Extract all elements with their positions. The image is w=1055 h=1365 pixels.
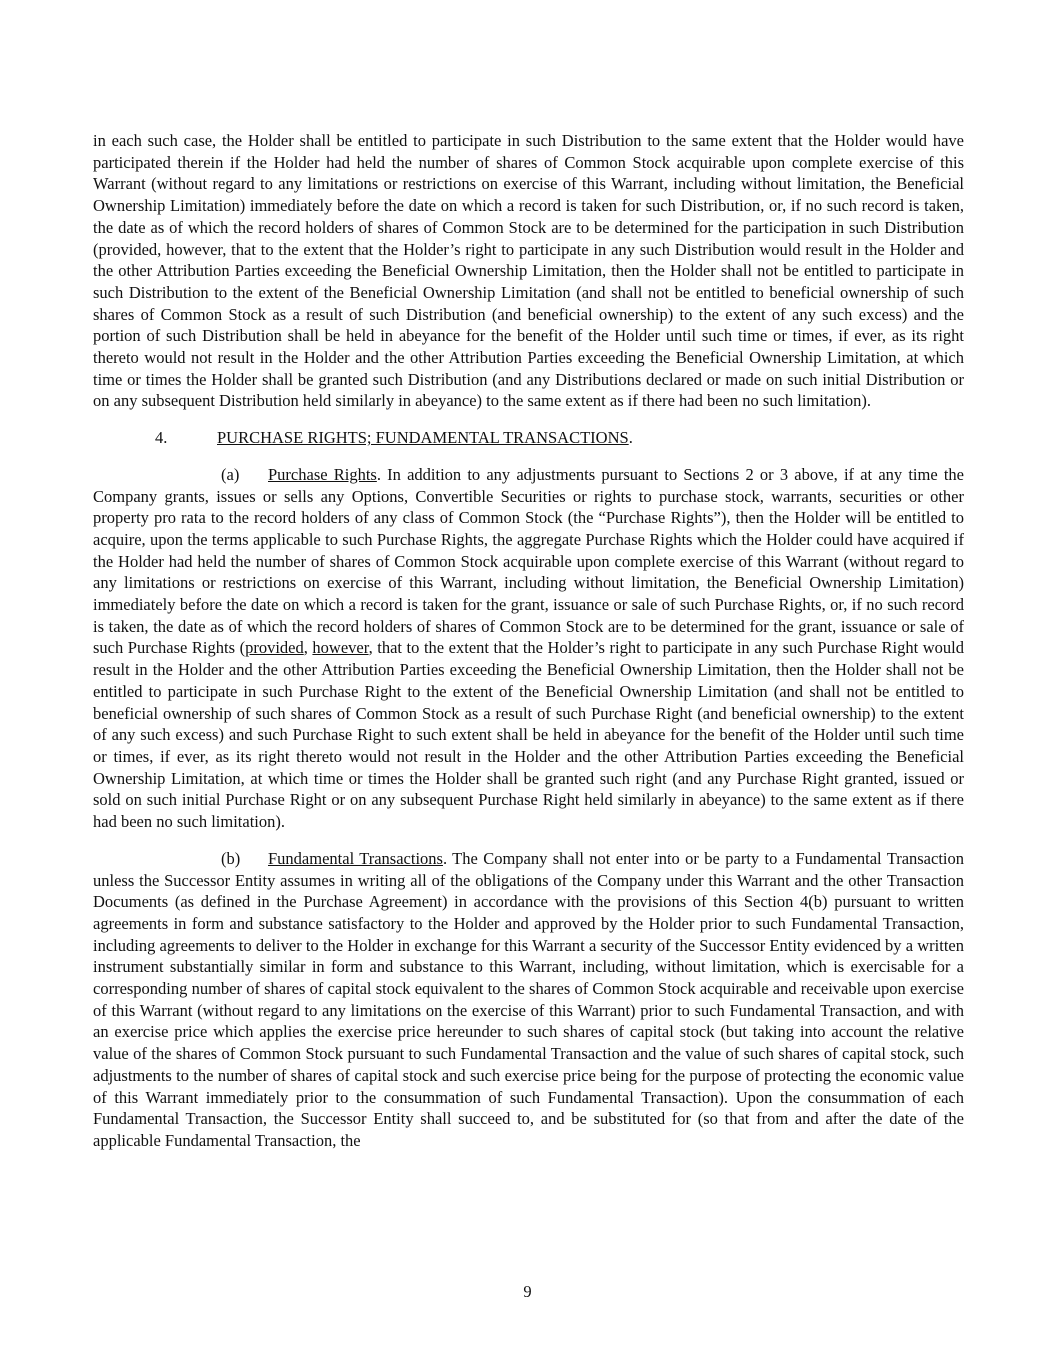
subsection-a-text-1: In addition to any adjustments pursuant to Sections 2 or 3 above, if at any time the Company grants, issues or sells any Options, Convertible Securities or rights to purchase stock, warrants, securities or other property pro rata to the record holders of any class of Common Stock (the “Purchase Rights”), then the Holder will be entitled to acquire, upon the terms applicable to such Purchase Rights, the aggregate Purchase Rights which the Holder could have acquired if the Holder had held the number of shares of Common Stock acquirable upon complete exercise of this Warrant (without regard to any limitations or restrictions on exercise of this Warrant, including without limitation, the Beneficial Ownership Limitation) immediately before the date on which a record is taken for the grant, issuance or sale of such Purchase Rights, or, if no such record is taken, the date as of which the record holders of shares of Common Stock are to be determined for the grant, issuance or sale of such Purchase Rights ( bbox=[93, 464, 964, 658]
section-title-period: . bbox=[628, 428, 633, 448]
subsection-a-heading: Purchase Rights bbox=[268, 464, 377, 484]
section-number: 4. bbox=[155, 428, 168, 448]
document-page bbox=[93, 130, 964, 1152]
paragraph-gap bbox=[93, 833, 964, 848]
continuation-paragraph: in each such case, the Holder shall be entitled to participate in such Distribution to the same extent that the Holder would have participated therein if the Holder had held the number of shares of Common Stock acquirable upon complete exercise of this Warrant (without regard to any limitations or restrictions on exercise of this Warrant, including without limitation, the Beneficial Ownership Limitation) immediately before the date on which a record is taken for such Distribution, or, if no such record is taken, the date as of which the record holders of shares of Common Stock are to be determined for the participation in such Distribution (provided, however, that to the extent that the Holder’s right to participate in any such Distribution would result in the Holder and the other Attribution Parties exceeding the Beneficial Ownership Limitation, then the Holder shall not be entitled to participate in such Distribution to the extent of the Beneficial Ownership Limitation (and shall not be entitled to beneficial ownership of such shares of Common Stock as a result of such Distribution (and beneficial ownership) to the extent of any such excess) and the portion of such Distribution shall be held in abeyance for the benefit of the Holder until such time or times, if ever, as its right thereto would not result in the Holder and the other Attribution Parties exceeding the Beneficial Ownership Limitation, at which time or times the Holder shall be granted such Distribution (and any Distributions declared or made on such initial Distribution or on any subsequent Distribution held similarly in abeyance) to the same extent as if there had been no such limitation). bbox=[93, 131, 964, 411]
subsection-b-text: The Company shall not enter into or be party to a Fundamental Transaction unless the Successor Entity assumes in writing all of the obligations of the Company under this Warrant and the other Transaction Documents (as defined in the Purchase Agreement) in accordance with the provisions of this Section 4(b) pursuant to written agreements in form and substance satisfactory to the Holder and approved by the Holder prior to such Fundamental Transaction, including agreements to deliver to the Holder in exchange for this Warrant a security of the Successor Entity evidenced by a written instrument substantially similar in form and substance to this Warrant, including, without limitation, which is exercisable for a corresponding number of shares of capital stock equivalent to the shares of Common Stock acquirable and receivable upon exercise of this Warrant (without regard to any limitations on the exercise of this Warrant) prior to such Fundamental Transaction, and with an exercise price which applies the exercise price hereunder to such shares of capital stock (but taking into account the relative value of the shares of Common Stock pursuant to such Fundamental Transaction and the value of such shares of capital stock, such adjustments to the number of shares of capital stock and such exercise price being for the purpose of protecting the economic value of this Warrant immediately prior to the consummation of such Fundamental Transaction). Upon the consummation of each Fundamental Transaction, the Successor Entity shall succeed to, and be substituted for (so that from and after the date of the applicable Fundamental Transaction, the bbox=[93, 848, 964, 1150]
page-number: 9 bbox=[523, 1282, 532, 1301]
subsection-b-heading: Fundamental Transactions bbox=[268, 848, 443, 868]
subsection-b-label: (b) bbox=[221, 848, 241, 868]
section-title: PURCHASE RIGHTS; FUNDAMENTAL TRANSACTIONS bbox=[217, 428, 629, 448]
section-4-heading bbox=[93, 427, 964, 449]
provided-term: provided bbox=[245, 638, 304, 658]
subsection-b-heading-period: . bbox=[442, 848, 448, 868]
subsection-a-label: (a) bbox=[221, 464, 240, 484]
subsection-a-text-2: , that to the extent that the Holder’s right to participate in any such Purchase Right would result in the Holder and the other Attribution Parties exceeding the Beneficial Ownership Limitation, then the Holder shall not be entitled to participate in such Purchase Right to the extent of the Beneficial Ownership Limitation (and shall not be entitled to beneficial ownership of such shares of Common Stock as a result of such Purchase Right (and beneficial ownership) to the extent of any such excess) and such Purchase Right to such extent shall be held in abeyance for the benefit of the Holder until such time or times, if ever, as its right thereto would not result in the Holder and the other Attribution Parties exceeding the Beneficial Ownership Limitation, at which time or times the Holder shall be granted such right (and any Purchase Right granted, issued or sold on such initial Purchase Right or on any subsequent Purchase Right held similarly in abeyance) to the same extent as if there had been no such limitation). bbox=[93, 638, 964, 832]
however-term: however bbox=[312, 638, 369, 658]
subsection-a-heading-period: . bbox=[376, 464, 381, 484]
provided-comma: , bbox=[303, 638, 313, 658]
subsection-b-paragraph bbox=[93, 848, 964, 1152]
subsection-a-paragraph bbox=[93, 464, 964, 833]
